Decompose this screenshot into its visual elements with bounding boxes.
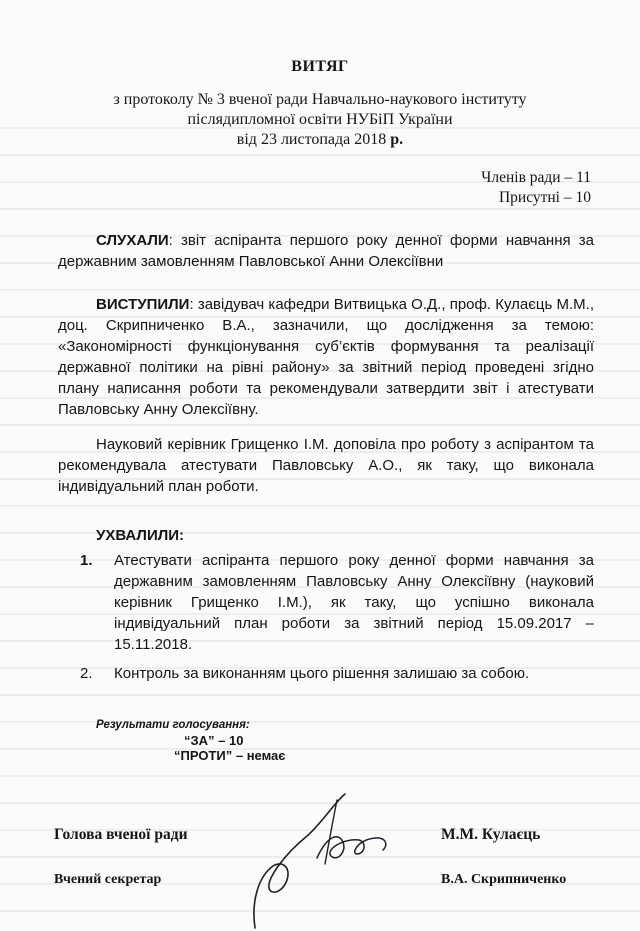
meeting-date-suffix: р. bbox=[390, 131, 404, 148]
meeting-date: від 23 листопада 2018 bbox=[236, 131, 391, 148]
voting-results bbox=[96, 718, 285, 763]
subtitle-line-1: з протоколу № 3 вченої ради Навчально-наукового інституту bbox=[113, 91, 527, 108]
decision-item bbox=[80, 550, 594, 655]
members-total: Членів ради – 11 bbox=[481, 169, 591, 186]
votes-for: “ЗА” – 10 bbox=[184, 733, 244, 748]
document-subtitle bbox=[90, 90, 550, 150]
chair-name: М.М. Кулаєць bbox=[441, 826, 541, 843]
handwritten-signature bbox=[225, 780, 405, 930]
heard-lead: СЛУХАЛИ bbox=[96, 232, 169, 249]
votes-against: “ПРОТИ” – немає bbox=[174, 748, 286, 763]
decision-number: 2. bbox=[80, 665, 93, 682]
spoke-lead: ВИСТУПИЛИ bbox=[96, 296, 190, 313]
subtitle-line-3 bbox=[90, 130, 550, 150]
decided-heading: УХВАЛИЛИ: bbox=[96, 527, 185, 544]
heard-text: : звіт аспіранта першого року денної форми навчання за державним замовленням Павловської Анни Олексіївни bbox=[58, 232, 594, 270]
chair-label: Голова вченої ради bbox=[54, 826, 188, 843]
supervisor-paragraph: Науковий керівник Грищенко І.М. доповіла про роботу з аспірантом та рекомендувала атестувати Павловську А.О., як таку, що виконала індивідуальний план роботи. bbox=[58, 436, 594, 495]
spoke-text: : завідувач кафедри Витвицька О.Д., проф. Кулаєць М.М., доц. Скрипниченко В.А., зазначили, що дослідження за темою: «Закономірності функціонування суб’єктів формування та реалізації державної політики на рівні району» за звітний період проведені згідно плану написання роботи та рекомендували затвердити звіт і атестувати Павловську Анну Олексіївну. bbox=[58, 296, 594, 418]
decision-text: Контроль за виконанням цього рішення залишаю за собою. bbox=[114, 665, 530, 682]
decision-item bbox=[80, 663, 594, 684]
document-title: ВИТЯГ bbox=[291, 58, 349, 75]
spoke-paragraph bbox=[58, 294, 594, 420]
subtitle-line-2: післядипломної освіти НУБіП України bbox=[187, 111, 453, 128]
decision-text: Атестувати аспіранта першого року денної форми навчання за державним замовленням Павловську Анну Олексіївну (науковий керівник Грищенко І.М.), як таку, що успішно виконала індивідуальний план роботи за звітний період 15.09.2017 – 15.11.2018. bbox=[114, 552, 594, 653]
decision-number: 1. bbox=[80, 552, 93, 569]
votes-title: Результати голосування: bbox=[96, 719, 250, 731]
secretary-label: Вчений секретар bbox=[54, 872, 162, 887]
heard-paragraph bbox=[58, 230, 594, 272]
members-present: Присутні – 10 bbox=[498, 189, 591, 206]
secretary-name: В.А. Скрипниченко bbox=[441, 872, 567, 887]
decisions-list bbox=[80, 550, 594, 692]
attendance-block bbox=[481, 168, 591, 208]
